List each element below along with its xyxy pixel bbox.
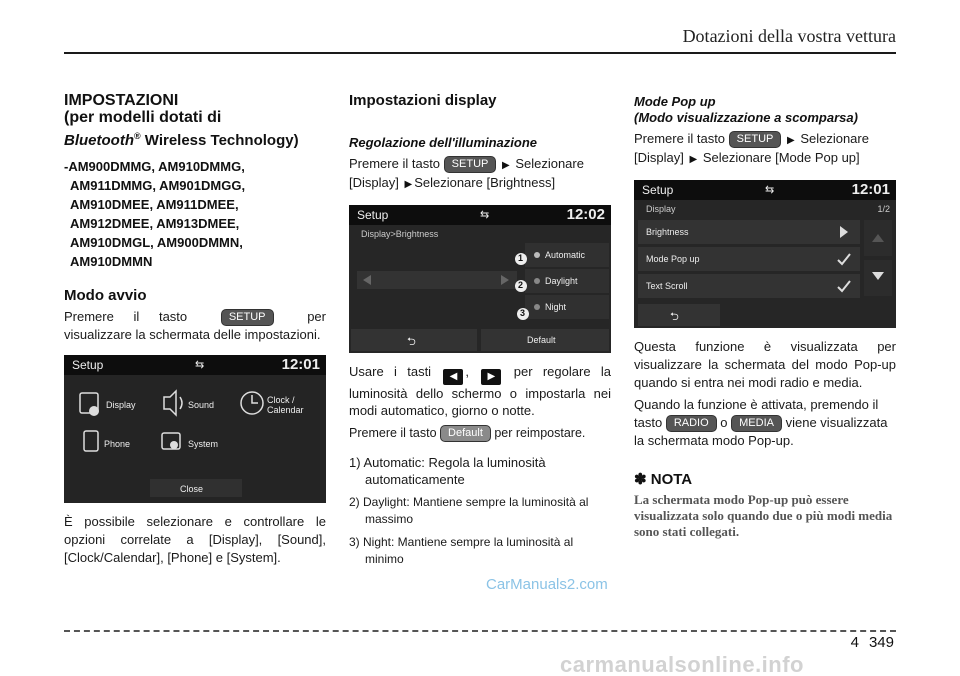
p1-line2b: Selezionare [Brightness] <box>414 175 556 190</box>
row-mode-pop-up: Mode Pop up <box>646 254 700 264</box>
brightness-slider <box>357 271 517 289</box>
setup-screen <box>64 355 326 503</box>
mode-popup-heading-line1: Mode Pop up <box>634 94 716 109</box>
default-option: Default <box>527 335 556 345</box>
usb-icon: ⇆ <box>480 209 490 221</box>
menu-system: System <box>188 439 219 449</box>
bluetooth-brand: Bluetooth <box>64 132 134 149</box>
screen-time: 12:02 <box>566 206 605 223</box>
modo-pre: Premere il tasto <box>64 309 188 324</box>
p1-mid: Selezionare <box>800 131 869 146</box>
menu-display: Display <box>106 400 136 410</box>
triangle-right-icon: ▶ <box>689 154 698 165</box>
footer-rule <box>64 630 896 632</box>
p1-mid: Selezionare <box>515 156 584 171</box>
p1-line2a: [Display] <box>349 175 399 190</box>
model-line: AM910DMMN <box>70 254 153 269</box>
model-line: -AM900DMMG, AM910DMMG, <box>64 159 245 174</box>
mode-popup-screen <box>634 180 896 328</box>
screen-time: 12:01 <box>281 356 320 373</box>
option-night: Night <box>545 302 567 312</box>
mode-popup-heading <box>634 94 896 126</box>
setup-menu-graphic <box>64 355 326 503</box>
list-item: 2) Daylight: Mantiene sempre la luminosità al massimo <box>349 495 589 526</box>
row-brightness: Brightness <box>646 227 689 237</box>
mode-popup-instruction <box>634 130 896 168</box>
setup-caption: È possibile selezionare e controllare le opzioni correlate a [Display], [Sound], [Clock/Calendar], [Phone] e [System]. <box>64 514 326 565</box>
p3-pre: Quando la funzione è attivata, premendo il tasto <box>634 397 879 430</box>
marker-2: 2 <box>518 280 524 290</box>
p1-pre: Premere il tasto <box>349 156 441 171</box>
usb-icon: ⇆ <box>195 359 205 371</box>
section-title-line2: (per modelli dotati di <box>64 109 222 126</box>
triangle-right-icon: ▶ <box>786 135 795 146</box>
note-heading: ✽ NOTA <box>634 471 693 488</box>
option-automatic: Automatic <box>545 250 586 260</box>
footer-watermark: carmanualsonline.info <box>560 652 804 676</box>
default-text <box>349 425 611 442</box>
mode-popup-description: Questa funzione è visualizzata per visualizzare la schermata del modo Pop-up quando si entra nei modi radio e media. <box>634 339 896 390</box>
brightness-screen <box>349 205 611 353</box>
list-item: 3) Night: Mantiene sempre la luminosità al minimo <box>349 535 574 566</box>
menu-close: Close <box>180 484 204 494</box>
column-middle <box>349 92 611 574</box>
p1-line2a: [Display] <box>634 150 684 165</box>
display-settings-heading: Impostazioni display <box>349 92 497 109</box>
p2-comma: , <box>465 364 470 379</box>
modo-avvio-text <box>64 308 326 343</box>
menu-phone: Phone <box>104 439 131 449</box>
page-number <box>851 634 894 651</box>
marker-1: 1 <box>518 253 524 263</box>
watermark: CarManuals2.com <box>486 576 608 593</box>
triangle-right-icon: ▶ <box>404 179 413 190</box>
screen-title: Setup <box>72 358 104 372</box>
list-item: 1) Automatic: Regola la luminosità automaticamente <box>349 455 546 487</box>
screen-time: 12:01 <box>851 181 890 198</box>
model-list <box>64 157 326 271</box>
row-text-scroll: Text Scroll <box>646 281 688 291</box>
modo-post: per visualizzare la schermata delle impostazioni. <box>64 309 326 342</box>
breadcrumb: Display>Brightness <box>361 229 439 239</box>
brightness-subheading: Regolazione dell'illuminazione <box>349 135 538 150</box>
setup-button-icon: SETUP <box>444 156 497 173</box>
screen-title: Setup <box>642 183 674 197</box>
column-left <box>64 92 326 567</box>
brightness-instruction <box>349 155 611 193</box>
bluetooth-rest: Wireless Technology) <box>140 132 299 149</box>
p2-pre: Usare i tasti <box>349 364 432 379</box>
model-line: AM910DMGL, AM900DMMN, <box>70 235 243 250</box>
mode-popup-activation <box>634 396 896 450</box>
registered-mark: ® <box>133 131 141 141</box>
section-title-line1: IMPOSTAZIONI <box>64 92 179 109</box>
arrow-right-key-icon: ▶ <box>481 369 501 385</box>
breadcrumb: Display <box>646 204 676 214</box>
p3-o: o <box>720 415 728 430</box>
model-line: AM911DMMG, AM901DMGG, <box>70 178 246 193</box>
brightness-mode-list <box>349 454 611 568</box>
p3-pre: Premere il tasto <box>349 426 437 440</box>
back-icon: ⮌ <box>407 336 416 348</box>
page-number-value: 349 <box>868 634 894 651</box>
section-title <box>64 92 326 126</box>
page-header-title: Dotazioni della vostra vettura <box>682 26 896 46</box>
header-rule <box>64 52 896 54</box>
column-right <box>634 92 896 540</box>
menu-sound: Sound <box>188 400 215 410</box>
screen-title: Setup <box>357 208 389 222</box>
p1-line2b: Selezionare [Mode Pop up] <box>702 150 860 165</box>
p1-pre: Premere il tasto <box>634 131 726 146</box>
radio-button-icon: RADIO <box>666 415 717 432</box>
triangle-right-icon: ▶ <box>501 160 510 171</box>
default-button-icon: Default <box>440 425 491 442</box>
page-indicator: 1/2 <box>877 204 890 214</box>
option-daylight: Daylight <box>545 276 578 286</box>
p2-post: per regolare la luminosità dello schermo o impostarla nei modi automatico, giorno o notte. <box>349 364 611 418</box>
media-button-icon: MEDIA <box>731 415 782 432</box>
p3-post: viene visualizzata la schermata modo Pop-up. <box>634 415 888 448</box>
model-line: AM912DMEE, AM913DMEE, <box>70 216 240 231</box>
note-body: La schermata modo Pop-up può essere visualizzata solo quando due o più modi media sono stati collegati. <box>634 492 893 539</box>
model-line: AM910DMEE, AM911DMEE, <box>70 197 239 212</box>
back-icon: ⮌ <box>670 311 679 323</box>
setup-button-icon: SETUP <box>221 309 274 326</box>
usb-icon: ⇆ <box>765 184 775 196</box>
modo-avvio-heading: Modo avvio <box>64 287 147 304</box>
menu-clock-calendar: Clock / Calendar <box>267 395 304 415</box>
arrow-left-key-icon: ◀ <box>443 369 463 385</box>
marker-3: 3 <box>520 308 526 318</box>
arrow-keys-text <box>349 363 611 419</box>
chapter-number: 4 <box>850 634 859 651</box>
mode-popup-heading-line2: (Modo visualizzazione a scomparsa) <box>634 110 858 125</box>
gear-icon <box>89 406 99 416</box>
p3-post: per reimpostare. <box>494 426 586 440</box>
setup-button-icon: SETUP <box>729 131 782 148</box>
bluetooth-line <box>64 126 326 151</box>
